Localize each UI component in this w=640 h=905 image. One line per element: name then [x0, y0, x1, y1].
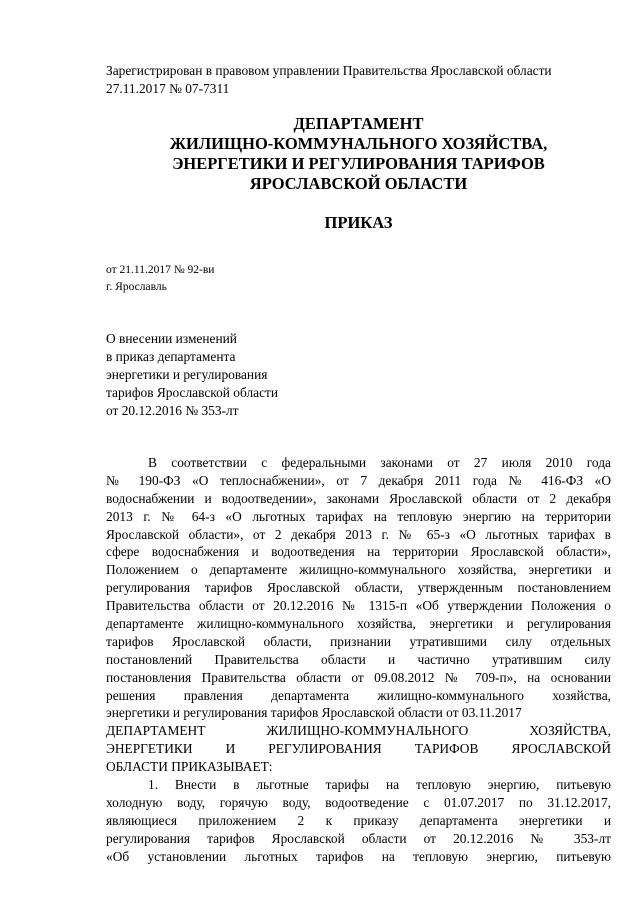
body-line: сфере водоснабжения и водоотведения на территории Ярославской области»,: [106, 544, 611, 560]
body-line: являющиеся приложением 2 к приказу департамента энергетики и: [106, 812, 611, 828]
registration-note: [106, 62, 611, 98]
subject-line: от 20.12.2016 № 353-лт: [106, 403, 239, 418]
body-line: водоснабжении и водоотведении», законами Ярославской области от 2 декабря: [106, 490, 611, 506]
order-city: г. Ярославль: [106, 281, 167, 293]
order-body: [106, 454, 611, 865]
department-line-3: ЭНЕРГЕТИКИ И РЕГУЛИРОВАНИЯ ТАРИФОВ: [172, 154, 545, 173]
subject-line: О внесении изменений: [106, 331, 237, 346]
body-line: 1. Внести в льготные тарифы на тепловую энергию, питьевую: [148, 777, 611, 793]
body-line: холодную воду, горячую воду, водоотведение с 01.07.2017 по 31.12.2017,: [106, 794, 611, 810]
registration-line-2: 27.11.2017 № 07-7311: [106, 81, 230, 96]
order-date-number: от 21.11.2017 № 92-ви: [106, 264, 215, 276]
body-line: ДЕПАРТАМЕНТ ЖИЛИЩНО-КОММУНАЛЬНОГО ХОЗЯЙСТВА,: [106, 723, 611, 739]
order-subject: [106, 330, 278, 420]
body-line: В соответствии с федеральными законами от 27 июля 2010 года: [148, 455, 611, 470]
body-line: постановлений Правительства области и частично утратившим силу: [106, 651, 611, 667]
registration-line-1: Зарегистрирован в правовом управлении Правительства Ярославской области: [106, 63, 552, 78]
subject-line: энергетики и регулирования: [106, 367, 268, 382]
body-line: департаменте жилищно-коммунального хозяйства, энергетики и регулирования: [106, 616, 611, 632]
department-line-1: ДЕПАРТАМЕНТ: [293, 114, 424, 133]
body-line: Правительства области от 20.12.2016 № 1315-п «Об утверждении Положения о: [106, 598, 611, 614]
body-line: регулирования тарифов Ярославской области от 20.12.2016 № 353-лт: [106, 830, 611, 846]
body-line: тарифов Ярославской области, признании утратившими силу отдельных: [106, 633, 611, 649]
body-line: регулирования тарифов Ярославской области, утвержденным постановлением: [106, 580, 611, 596]
department-line-2: ЖИЛИЩНО-КОММУНАЛЬНОГО ХОЗЯЙСТВА,: [169, 134, 548, 153]
body-line: ОБЛАСТИ ПРИКАЗЫВАЕТ:: [106, 759, 273, 775]
department-line-4: ЯРОСЛАВСКОЙ ОБЛАСТИ: [249, 174, 468, 193]
body-line: «Об установлении льготных тарифов на тепловую энергию, питьевую: [106, 848, 611, 864]
department-header: [106, 114, 611, 194]
body-line: решения правления департамента жилищно-коммунального хозяйства,: [106, 687, 611, 703]
order-title: ПРИКАЗ: [324, 213, 393, 232]
body-line: энергетики и регулирования тарифов Ярославской области от 03.11.2017: [106, 705, 522, 721]
body-line: ЭНЕРГЕТИКИ И РЕГУЛИРОВАНИЯ ТАРИФОВ ЯРОСЛАВСКОЙ: [106, 741, 611, 757]
body-line: постановления Правительства области от 09.08.2012 № 709-п», на основании: [106, 669, 611, 685]
subject-line: тарифов Ярославской области: [106, 385, 279, 400]
body-line: № 190-ФЗ «О теплоснабжении», от 7 декабря 2011 года № 416-ФЗ «О: [106, 472, 611, 488]
order-date-block: [106, 262, 214, 296]
subject-line: в приказ департамента: [106, 349, 236, 364]
body-line: Положением о департаменте жилищно-коммунального хозяйства, энергетики и: [106, 562, 611, 578]
body-line: 2013 г. № 64-з «О льготных тарифах на тепловую энергию на территории: [106, 508, 611, 524]
body-line: Ярославской области», от 2 декабря 2013 г. № 65-з «О льготных тарифах в: [106, 526, 611, 542]
